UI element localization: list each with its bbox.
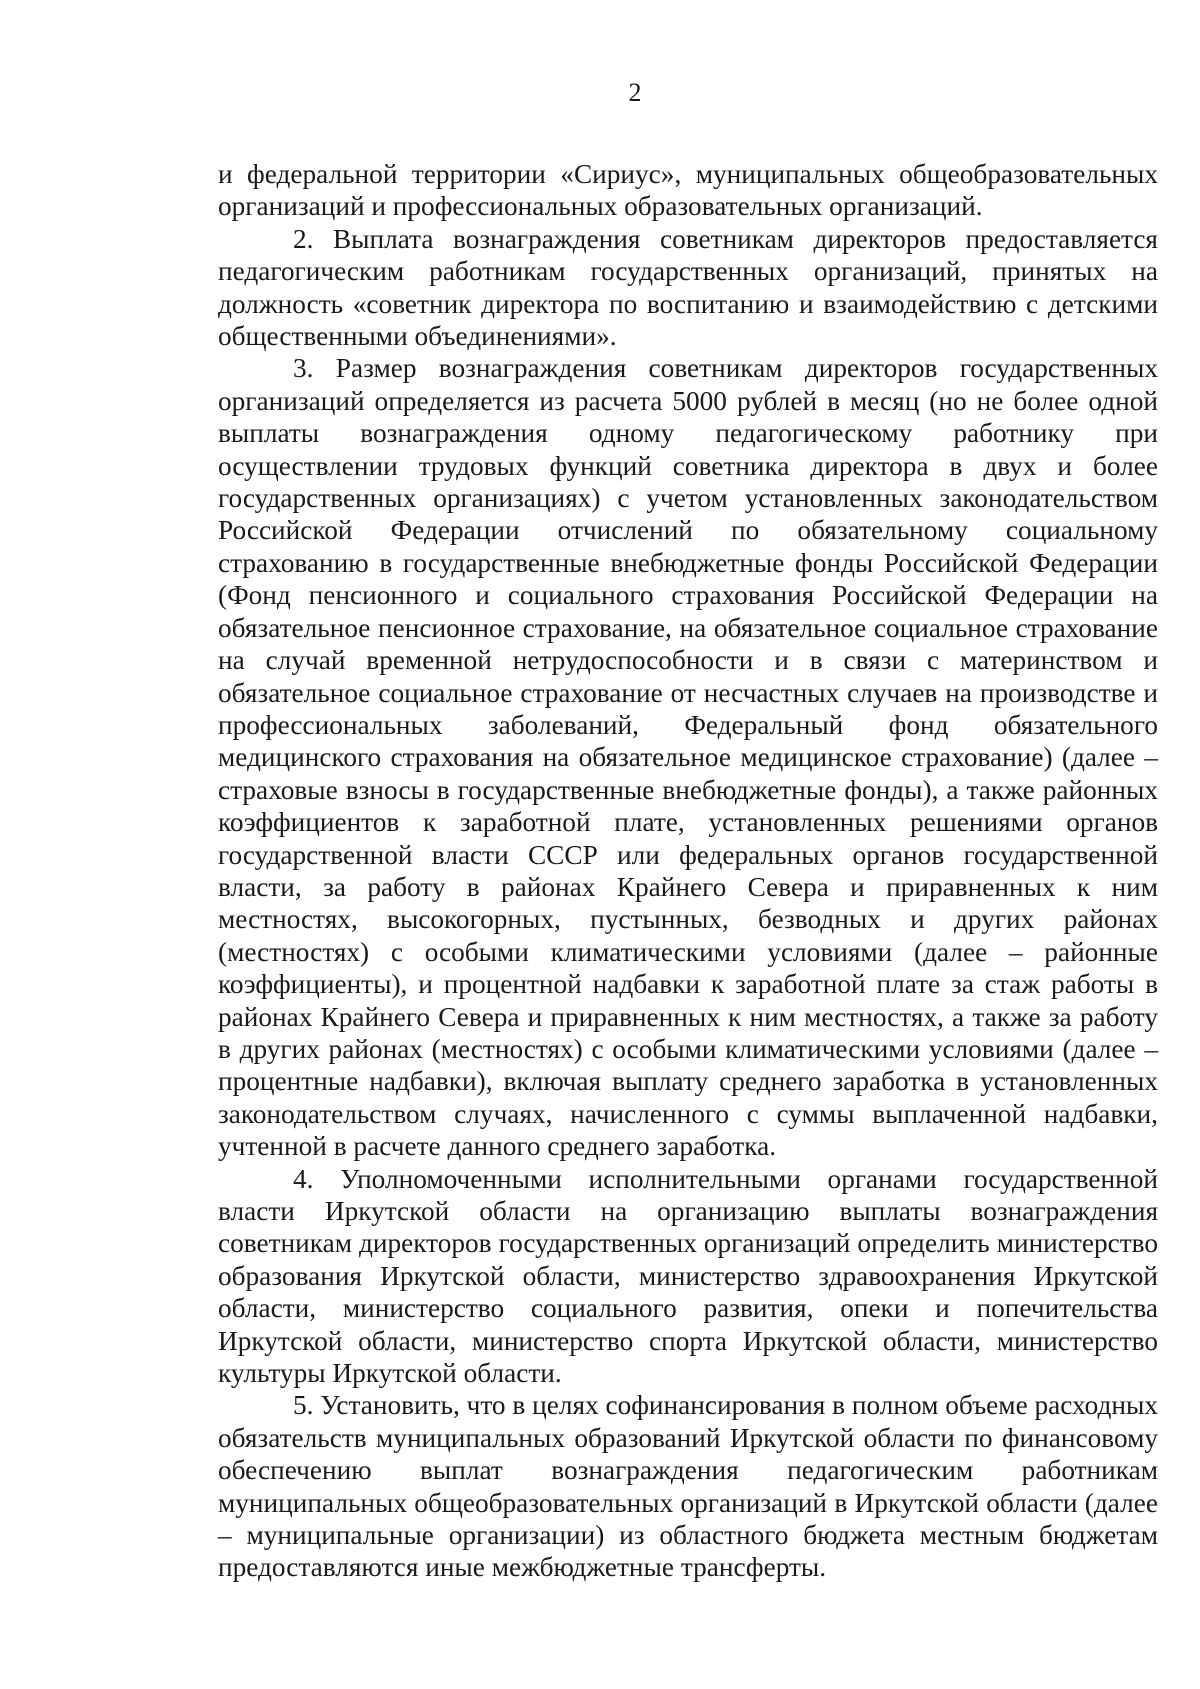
- paragraph-continuation: и федеральной территории «Сириус», муниципальных общеобразовательных организаций и профессиональных образовательных организаций.: [218, 159, 1158, 222]
- paragraph-item-3: 3. Размер вознаграждения советникам директоров государственных организаций определяется из расчета 5000 рублей в месяц (но не более одной выплаты вознаграждения одному педагогическому работнику при осуществлении трудовых функций советника директора в двух и более государственных организациях) с учетом установленных законодательством Российской Федерации отчислений по обязательному социальному страхованию в государственные внебюджетные фонды Российской Федерации (Фонд пенсионного и социального страхования Российской Федерации на обязательное пенсионное страхование, на обязательное социальное страхование на случай временной нетрудоспособности и в связи с материнством и обязательное социальное страхование от несчастных случаев на производстве и профессиональных заболеваний, Федеральный фонд обязательного медицинского страхования на обязательное медицинское страхование) (далее – страховые взносы в государственные внебюджетные фонды), а также районных коэффициентов к заработной плате, установленных решениями органов государственной власти СССР или федеральных органов государственной власти, за работу в районах Крайнего Севера и приравненных к ним местностях, высокогорных, пустынных, безводных и других районах (местностях) с особыми климатическими условиями (далее – районные коэффициенты), и процентной надбавки к заработной плате за стаж работы в районах Крайнего Севера и приравненных к ним местностях, а также за работу в других районах (местностях) с особыми климатическими условиями (далее – процентные надбавки), включая выплату среднего заработка в установленных законодательством случаях, начисленного с суммы выплаченной надбавки, учтенной в расчете данного среднего заработка.: [218, 353, 1158, 1162]
- paragraph-item-4: 4. Уполномоченными исполнительными органами государственной власти Иркутской области на организацию выплаты вознаграждения советникам директоров государственных организаций определить министерство образования Иркутской области, министерство здравоохранения Иркутской области, министерство социального развития, опеки и попечительства Иркутской области, министерство спорта Иркутской области, министерство культуры Иркутской области.: [218, 1163, 1158, 1389]
- page-number: 2: [628, 78, 642, 107]
- paragraph-item-5: 5. Установить, что в целях софинансирования в полном объеме расходных обязательств муниципальных образований Иркутской области по финансовому обеспечению выплат вознаграждения педагогическим работникам муниципальных общеобразовательных организаций в Иркутской области (далее – муниципальные организации) из областного бюджета местным бюджетам предоставляются иные межбюджетные трансферты.: [218, 1390, 1158, 1583]
- paragraph-item-2: 2. Выплата вознаграждения советникам директоров предоставляется педагогическим работникам государственных организаций, принятых на должность «советник директора по воспитанию и взаимодействию с детскими общественными объединениями».: [218, 223, 1158, 352]
- document-body: [218, 158, 1158, 1584]
